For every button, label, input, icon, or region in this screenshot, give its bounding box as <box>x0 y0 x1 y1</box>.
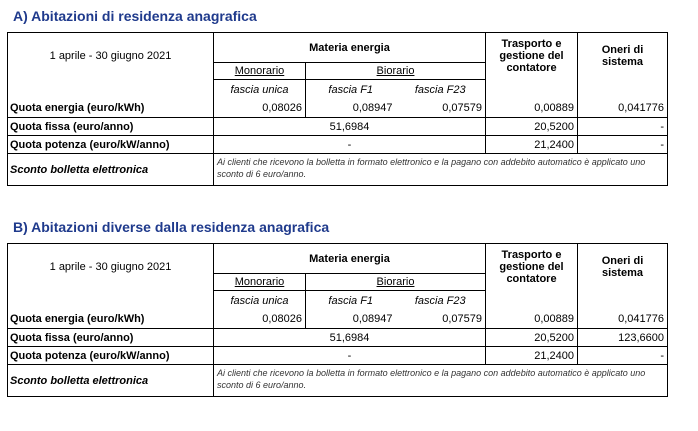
section-b-title: B) Abitazioni diverse dalla residenza anagrafica <box>13 219 330 235</box>
biorario-header: Biorario <box>306 274 486 291</box>
materia-energia-header: Materia energia <box>214 244 486 274</box>
sconto-note: Ai clienti che ricevono la bolletta in formato elettronico e la pagano con addebito automatico è applicato uno sconto di 6 euro/anno. <box>214 154 668 186</box>
fascia-f23-label: fascia F23 <box>396 80 486 100</box>
potenza-trasporto-value: 21,2400 <box>486 136 578 154</box>
materia-energia-header: Materia energia <box>214 33 486 63</box>
fissa-trasporto-value: 20,5200 <box>486 329 578 347</box>
fascia-unica-label: fascia unica <box>214 291 306 311</box>
energia-monorario-value: 0,08026 <box>214 311 306 329</box>
fissa-materia-value: 51,6984 <box>214 329 486 347</box>
energia-oneri-value: 0,041776 <box>578 311 668 329</box>
fascia-f1-label: fascia F1 <box>306 291 396 311</box>
oneri-header: Oneri di sistema <box>578 33 668 80</box>
quota-energia-label: Quota energia (euro/kWh) <box>8 100 214 118</box>
monorario-header: Monorario <box>214 63 306 80</box>
energia-trasporto-value: 0,00889 <box>486 311 578 329</box>
potenza-oneri-value: - <box>578 136 668 154</box>
potenza-trasporto-value: 21,2400 <box>486 347 578 365</box>
quota-fissa-label: Quota fissa (euro/anno) <box>8 118 214 136</box>
potenza-materia-value: - <box>214 136 486 154</box>
potenza-materia-value: - <box>214 347 486 365</box>
tariff-table-a <box>7 32 668 186</box>
potenza-oneri-value: - <box>578 347 668 365</box>
tariff-table-b <box>7 243 668 397</box>
energia-f23-value: 0,07579 <box>396 100 486 118</box>
quota-potenza-label: Quota potenza (euro/kW/anno) <box>8 136 214 154</box>
trasporto-header: Trasporto e gestione del contatore <box>486 33 578 80</box>
energia-f1-value: 0,08947 <box>306 311 396 329</box>
fissa-oneri-value: - <box>578 118 668 136</box>
biorario-header: Biorario <box>306 63 486 80</box>
period-cell: 1 aprile - 30 giugno 2021 <box>8 244 214 291</box>
sconto-label: Sconto bolletta elettronica <box>8 365 214 397</box>
fissa-oneri-value: 123,6600 <box>578 329 668 347</box>
energia-monorario-value: 0,08026 <box>214 100 306 118</box>
energia-oneri-value: 0,041776 <box>578 100 668 118</box>
monorario-header: Monorario <box>214 274 306 291</box>
fascia-unica-label: fascia unica <box>214 80 306 100</box>
fissa-materia-value: 51,6984 <box>214 118 486 136</box>
period-cell: 1 aprile - 30 giugno 2021 <box>8 33 214 80</box>
quota-energia-label: Quota energia (euro/kWh) <box>8 311 214 329</box>
trasporto-header: Trasporto e gestione del contatore <box>486 244 578 291</box>
oneri-header: Oneri di sistema <box>578 244 668 291</box>
quota-potenza-label: Quota potenza (euro/kW/anno) <box>8 347 214 365</box>
fascia-f23-label: fascia F23 <box>396 291 486 311</box>
fascia-f1-label: fascia F1 <box>306 80 396 100</box>
fissa-trasporto-value: 20,5200 <box>486 118 578 136</box>
energia-trasporto-value: 0,00889 <box>486 100 578 118</box>
section-a-title: A) Abitazioni di residenza anagrafica <box>13 8 257 24</box>
quota-fissa-label: Quota fissa (euro/anno) <box>8 329 214 347</box>
sconto-note: Ai clienti che ricevono la bolletta in formato elettronico e la pagano con addebito automatico è applicato uno sconto di 6 euro/anno. <box>214 365 668 397</box>
energia-f23-value: 0,07579 <box>396 311 486 329</box>
sconto-label: Sconto bolletta elettronica <box>8 154 214 186</box>
energia-f1-value: 0,08947 <box>306 100 396 118</box>
